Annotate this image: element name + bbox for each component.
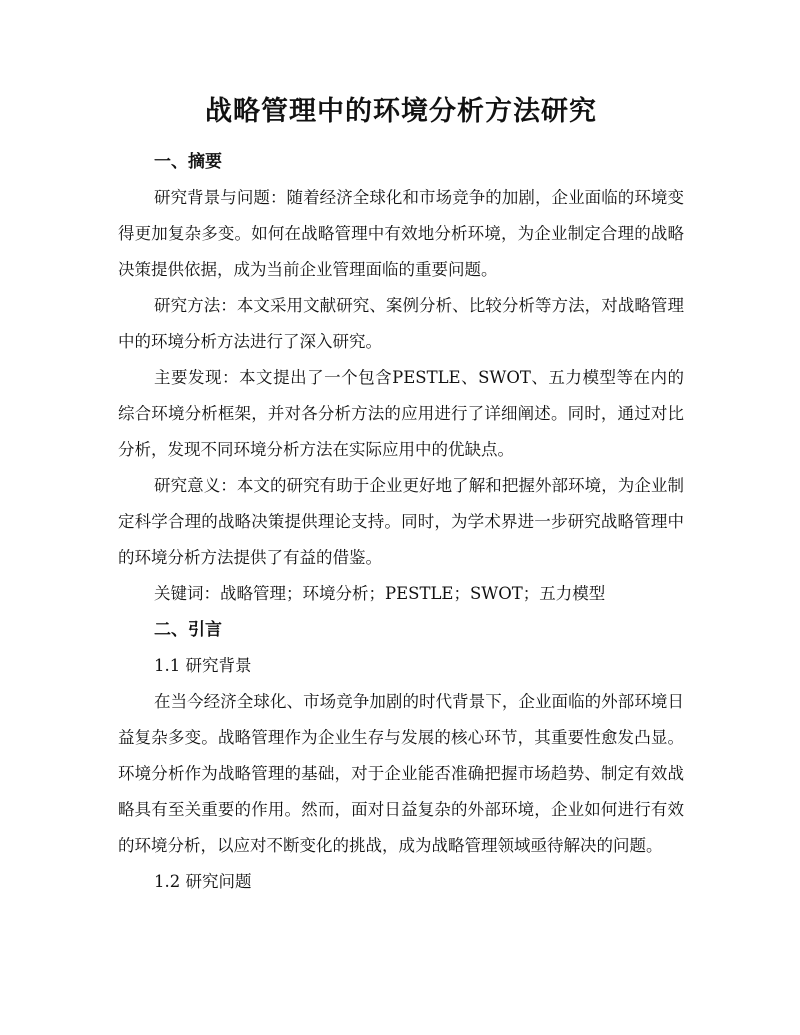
abstract-background-paragraph: 研究背景与问题：随着经济全球化和市场竞争的加剧，企业面临的环境变得更加复杂多变。如何在战略管理中有效地分析环境，为企业制定合理的战略决策提供依据，成为当前企业管理面临的重要问题。 <box>118 188 684 279</box>
abstract-findings-paragraph: 主要发现：本文提出了一个包含PESTLE、SWOT、五力模型等在内的综合环境分析框架，并对各分析方法的应用进行了详细阐述。同时，通过对比分析，发现不同环境分析方法在实际应用中的优缺点。 <box>118 368 684 459</box>
subsection-heading-background: 1.1 研究背景 <box>154 656 252 675</box>
background-paragraph: 在当今经济全球化、市场竞争加剧的时代背景下，企业面临的外部环境日益复杂多变。战略管理作为企业生存与发展的核心环节，其重要性愈发凸显。环境分析作为战略管理的基础，对于企业能否准确把握市场趋势、制定有效战略具有至关重要的作用。然而，面对日益复杂的外部环境，企业如何进行有效的环境分析，以应对不断变化的挑战，成为战略管理领域亟待解决的问题。 <box>118 692 684 855</box>
keywords-line: 关键词：战略管理；环境分析；PESTLE；SWOT；五力模型 <box>154 584 606 603</box>
abstract-significance-paragraph: 研究意义：本文的研究有助于企业更好地了解和把握外部环境，为企业制定科学合理的战略决策提供理论支持。同时，为学术界进一步研究战略管理中的环境分析方法提供了有益的借鉴。 <box>118 476 684 567</box>
document-title: 战略管理中的环境分析方法研究 <box>205 96 597 127</box>
abstract-method-paragraph: 研究方法：本文采用文献研究、案例分析、比较分析等方法，对战略管理中的环境分析方法进行了深入研究。 <box>118 296 684 351</box>
section-heading-introduction: 二、引言 <box>154 620 222 640</box>
document-body <box>118 144 684 900</box>
subsection-heading-research-question: 1.2 研究问题 <box>154 872 252 891</box>
section-heading-abstract: 一、摘要 <box>154 152 222 172</box>
